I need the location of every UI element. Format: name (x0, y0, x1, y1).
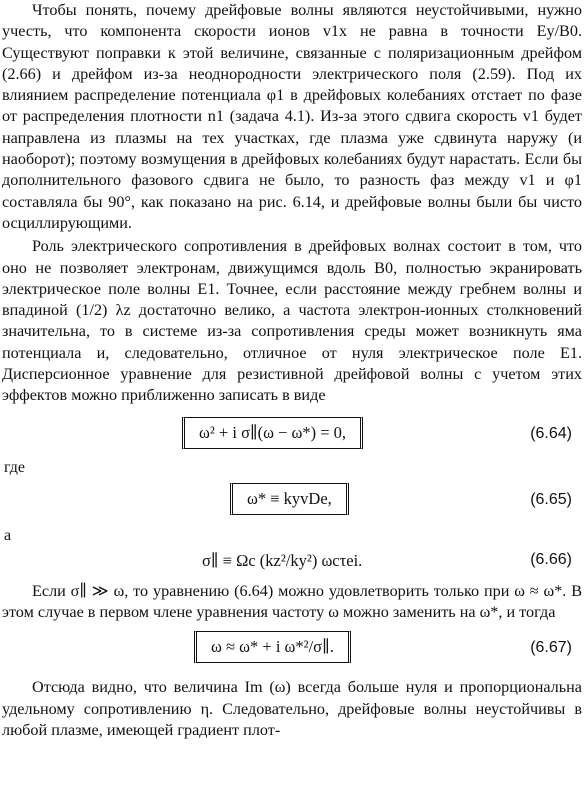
equation-6-65-row (2, 479, 582, 525)
equation-6-64-row (2, 407, 582, 457)
equation-number-6-66: (6.66) (530, 550, 572, 568)
paragraph-strong-resistivity: Если σ∥ ≫ ω, то уравнению (6.64) можно удовлетворить только при ω ≈ ω*. В этом случае в первом члене уравнения частоту ω можно заменить на ω*, и тогда (2, 581, 582, 621)
equation-number-6-64: (6.64) (530, 424, 572, 442)
equation-number-6-67: (6.67) (530, 639, 572, 657)
paragraph-drift-wave-instability: Чтобы понять, почему дрейфовые волны являются неустойчивыми, нужно учесть, что компонента скорости ионов v1x не равна в точности Ey/B0. Существуют поправки к этой величине, связанные с поляризационным дрейфом (2.66) и дрейфом из-за неоднородности электрического поля (2.59). Под их влиянием распределение потенциала φ1 в дрейфовых колебаниях отстает по фазе от распределения плотности n1 (задача 4.1). Из-за этого сдвига скорость v1 будет направлена из плазмы на тех участках, где плазма уже сдвинута наружу (и наоборот); поэтому возмущения в дрейфовых колебаниях будут нарастать. Если бы дополнительного фазового сдвига не было, то разность фаз между v1 и φ1 составляла бы 90°, как показано на рис. 6.14, и дрейфовые волны были бы чисто осциллирующими. (2, 1, 582, 232)
where-label: где (4, 458, 26, 476)
page-body (2, 0, 582, 741)
paragraph-growth-rate-conclusion: Отсюда видно, что величина Im (ω) всегда больше нуля и пропорциональна удельному сопротивлению η. Следовательно, дрейфовые волны неустойчивы в любой плазме, имеющей градиент плот- (2, 678, 582, 739)
paragraph-resistivity-role: Роль электрического сопротивления в дрейфовых волнах состоит в том, что оно не позволяет электронам, движущимся вдоль B0, полностью экранировать электрическое поле волны E1. Точнее, если расстояние между гребнем волны и впадиной (1/2) λz достаточно велико, а частота электрон-ионных столкновений значительна, то в системе из-за сопротивления среды может возникнуть яма потенциала и, следовательно, отличное от нуля электрическое поле E1. Дисперсионное уравнение для резистивной дрейфовой волны с учетом этих эффектов можно приближенно записать в виде (2, 237, 582, 405)
and-label: а (4, 526, 12, 544)
equation-6-67: ω ≈ ω* + i ω*²/σ∥. (194, 631, 351, 663)
equation-6-64: ω² + i σ∥(ω − ω*) = 0, (182, 417, 363, 449)
equation-number-6-65: (6.65) (530, 490, 572, 508)
equation-6-65: ω* ≡ kyvDe, (230, 483, 349, 515)
equation-6-66: σ∥ ≡ Ωc (kz²/ky²) ωcτei. (202, 550, 363, 570)
equation-6-66-row (2, 547, 582, 581)
equation-6-67-row (2, 623, 582, 677)
